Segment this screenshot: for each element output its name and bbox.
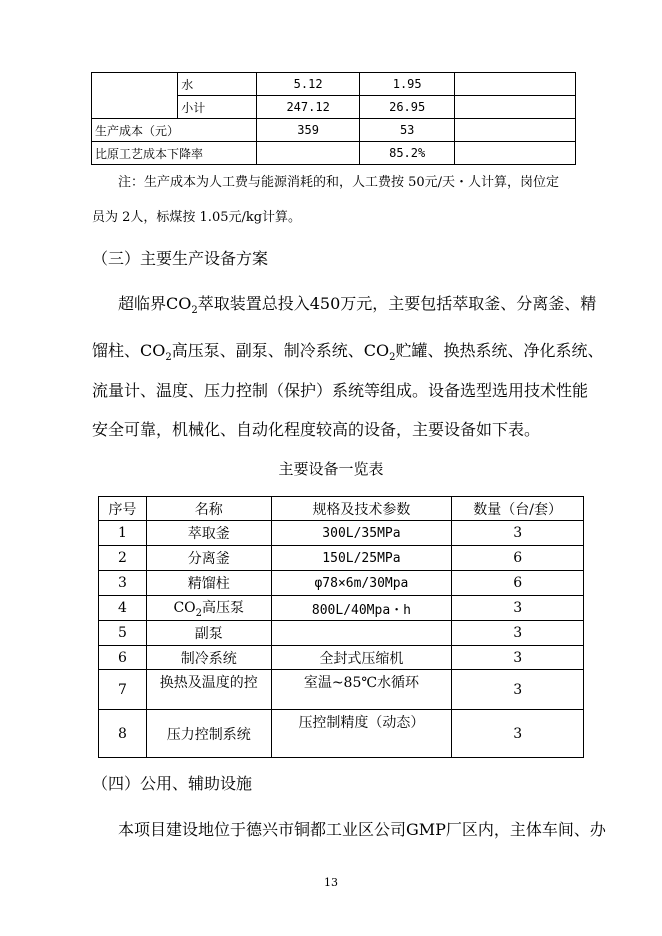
header-cell: 名称 xyxy=(146,497,271,521)
table-cell: 3 xyxy=(452,521,584,546)
table-cell: 全封式压缩机 xyxy=(271,646,452,670)
note-line-1: 注：生产成本为人工费与能源消耗的和，人工费按 50元/天・人计算，岗位定 xyxy=(118,175,560,190)
table-cell xyxy=(454,73,575,96)
table-cell xyxy=(92,73,178,119)
paragraph-line xyxy=(118,296,596,316)
table-cell: 8 xyxy=(99,710,147,758)
table-cell: 水 xyxy=(178,73,257,96)
table-row xyxy=(99,710,584,758)
table-cell: 3 xyxy=(452,646,584,670)
table-cell: 换热及温度的控 xyxy=(146,670,271,710)
table-cell: 小计 xyxy=(178,96,257,119)
subscript: 2 xyxy=(195,607,203,619)
subscript: 2 xyxy=(165,352,172,364)
table-cell: φ78×6m/30Mpa xyxy=(271,571,452,596)
table-cell: 制冷系统 xyxy=(146,646,271,670)
table-cell: 53 xyxy=(360,119,455,142)
table-cell: 压力控制系统 xyxy=(146,710,271,758)
text-span: 超临界CO xyxy=(118,294,192,313)
paragraph-line xyxy=(92,338,604,363)
text-span: 高压泵 xyxy=(202,600,245,617)
table-cell: 150L/25MPa xyxy=(271,546,452,571)
page-number: 13 xyxy=(324,876,338,889)
table-cell: 6 xyxy=(452,571,584,596)
table-row xyxy=(92,73,576,96)
paragraph-line: 流量计、温度、压力控制（保护）系统等组成。设备选型选用技术性能 xyxy=(92,381,589,400)
table-cell: 3 xyxy=(99,571,147,596)
note-line-2: 员为 2人，标煤按 1.05元/kg计算。 xyxy=(92,210,302,225)
table-cell xyxy=(454,119,575,142)
table-cell: 3 xyxy=(452,670,584,710)
header-cell: 序号 xyxy=(99,497,147,521)
table-row xyxy=(99,670,584,710)
table-cell xyxy=(146,596,271,621)
subscript: 2 xyxy=(389,352,396,364)
table-cell xyxy=(454,142,575,165)
table-cell: 300L/35MPa xyxy=(271,521,452,546)
table-cell: 6 xyxy=(452,546,584,571)
table-cell: 副泵 xyxy=(146,621,271,646)
table-cell: 4 xyxy=(99,596,147,621)
table-cell: 247.12 xyxy=(256,96,360,119)
equipment-table-title: 主要设备一览表 xyxy=(278,460,384,478)
table-row xyxy=(92,119,576,142)
table-cell: 6 xyxy=(99,646,147,670)
table-cell xyxy=(256,142,360,165)
table-cell: 7 xyxy=(99,670,147,710)
text-span: 萃取装置总投入450万元，主要包括萃取釜、分离釜、精 xyxy=(197,294,597,313)
table-cell: 比原工艺成本下降率 xyxy=(92,142,257,165)
text-span: CO xyxy=(173,600,196,617)
table-cell: 压控制精度（动态） xyxy=(271,710,452,758)
paragraph-line: 安全可靠，机械化、自动化程度较高的设备，主要设备如下表。 xyxy=(92,420,541,439)
table-cell: 2 xyxy=(99,546,147,571)
table-cell: 85.2% xyxy=(360,142,455,165)
table-header-row xyxy=(99,497,584,521)
table-cell: 5 xyxy=(99,621,147,646)
table-cell: 5.12 xyxy=(256,73,360,96)
text-span: 高压泵、副泵、制冷系统、CO xyxy=(171,341,390,360)
header-cell: 规格及技术参数 xyxy=(271,497,452,521)
table-row xyxy=(99,621,584,646)
table-row xyxy=(99,571,584,596)
header-cell: 数量（台/套） xyxy=(452,497,584,521)
text-span: 贮罐、换热系统、净化系统、 xyxy=(395,341,604,360)
table-row xyxy=(99,596,584,621)
table-cell: 1.95 xyxy=(360,73,455,96)
paragraph-line: 本项目建设地位于德兴市铜都工业区公司GMP厂区内，主体车间、办 xyxy=(118,820,606,839)
table-cell: 精馏柱 xyxy=(146,571,271,596)
section-4-heading: （四）公用、辅助设施 xyxy=(92,774,253,793)
table-cell: 分离釜 xyxy=(146,546,271,571)
table-row xyxy=(99,546,584,571)
equipment-table xyxy=(98,496,584,758)
table-cell: 萃取釜 xyxy=(146,521,271,546)
subscript: 2 xyxy=(191,305,198,317)
table-cell: 3 xyxy=(452,596,584,621)
table-cell xyxy=(454,96,575,119)
table-cell xyxy=(271,621,452,646)
table-cell: 1 xyxy=(99,521,147,546)
table-cell: 室温~85℃水循环 xyxy=(271,670,452,710)
table-row xyxy=(99,521,584,546)
section-3-heading: （三）主要生产设备方案 xyxy=(92,249,269,268)
table-cell: 26.95 xyxy=(360,96,455,119)
cost-table xyxy=(91,72,576,165)
table-cell: 800L/40Mpa・h xyxy=(271,596,452,621)
table-cell: 3 xyxy=(452,621,584,646)
table-cell: 生产成本（元） xyxy=(92,119,257,142)
table-row xyxy=(92,142,576,165)
table-cell: 3 xyxy=(452,710,584,758)
table-cell: 359 xyxy=(256,119,360,142)
table-row xyxy=(99,646,584,670)
text-span: 馏柱、CO xyxy=(92,341,166,360)
